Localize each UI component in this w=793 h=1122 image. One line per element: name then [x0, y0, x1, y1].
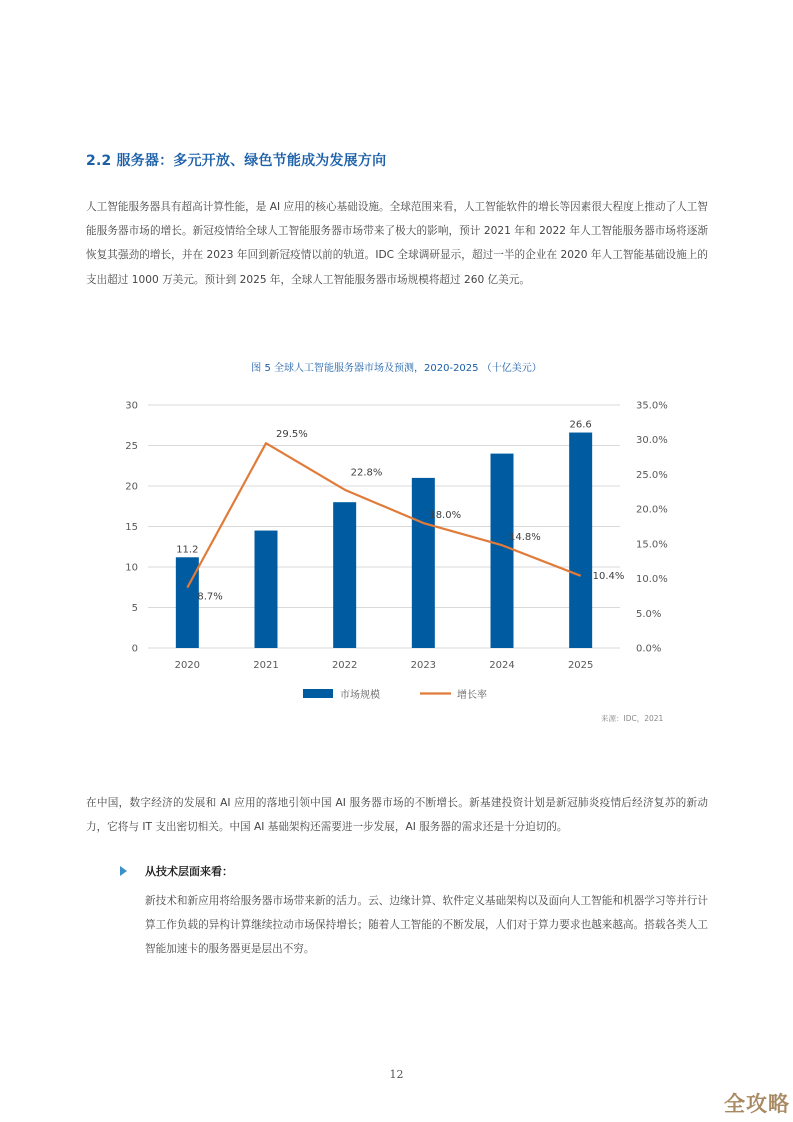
tech-paragraph: 新技术和新应用将给服务器市场带来新的活力。云、边缘计算、软件定义基础架构以及面向人工智能和机器学习等并行计算工作负载的异构计算继续拉动市场保持增长；随着人工智能的不断发展，人们对于算力要求也越来越高。搭载各类人工智能加速卡的服务器更是层出不穷。: [145, 895, 708, 956]
legend-swatch-market-size: [303, 689, 333, 698]
tech-bullet: [120, 863, 233, 879]
left-tick-label: 30: [125, 400, 138, 412]
bar: [255, 531, 278, 648]
legend-label-growth-rate: 增长率: [457, 690, 487, 701]
right-tick-label: 15.0%: [636, 539, 668, 551]
left-tick-label: 5: [131, 603, 138, 614]
left-tick-label: 20: [125, 481, 138, 493]
right-tick-label: 20.0%: [636, 504, 668, 516]
page-number: 12: [389, 1068, 404, 1081]
right-tick-label: 25.0%: [636, 469, 668, 481]
x-axis: [175, 660, 594, 671]
tech-bullet-heading: 从技术层面来看：: [145, 865, 233, 878]
left-tick-label: 25: [125, 441, 138, 452]
china-paragraph: 在中国，数字经济的发展和 AI 应用的落地引领中国 AI 服务器市场的不断增长。新基建投资计划是新冠肺炎疫情后经济复苏的新动力，它将与 IT 支出密切相关。中国 AI 基础架构还需要进一步发展，AI 服务器的需求还是十分迫切的。: [86, 797, 708, 834]
right-tick-label: 0.0%: [636, 643, 662, 655]
intro-paragraph: 人工智能服务器具有超高计算性能，是 AI 应用的核心基础设施。全球范围来看，人工智能软件的增长等因素很大程度上推动了人工智能服务器市场的增长。新冠疫情给全球人工智能服务器市场带来了极大的影响，预计 2021 年和 2022 年人工智能服务器市场将逐渐恢复其强劲的增长，并在 2023 年回到新冠疫情以前的轨道。IDC 全球调研显示，超过一半的企业在 2020 年人工智能基础设施上的支出超过 1000 万美元。预计到 2025 年，全球人工智能服务器市场规模将超过 260 亿美元。: [86, 201, 708, 286]
bar: [333, 502, 356, 648]
right-tick-label: 30.0%: [636, 435, 668, 447]
watermark-logo: 全攻略: [724, 1092, 790, 1116]
triangle-bullet-icon: [120, 866, 127, 876]
line-value-label: 14.8%: [509, 532, 541, 544]
chart-gridlines: [148, 405, 620, 648]
bar: [491, 454, 514, 648]
x-tick-label: 2022: [331, 660, 358, 671]
line-value-label: 8.7%: [197, 591, 223, 603]
chart-legend: [303, 688, 487, 701]
left-tick-label: 10: [125, 562, 138, 574]
x-tick-label: 2021: [253, 660, 279, 671]
bar-value-label: 11.2: [176, 544, 199, 556]
right-axis: [636, 401, 668, 655]
line-value-label: 10.4%: [592, 570, 625, 582]
line-value-label: 29.5%: [276, 429, 308, 441]
figure-source: 来源：IDC，2021: [601, 714, 664, 723]
bar-value-label: 26.6: [569, 419, 592, 431]
legend-label-market-size: 市场规模: [340, 690, 380, 701]
left-tick-label: 0: [131, 643, 138, 655]
x-tick-label: 2025: [567, 660, 594, 671]
bar: [412, 478, 435, 648]
right-tick-label: 10.0%: [636, 574, 668, 586]
section-heading: 2.2 服务器：多元开放、绿色节能成为发展方向: [86, 153, 387, 169]
bar: [569, 433, 592, 648]
left-axis: [125, 401, 138, 655]
right-tick-label: 5.0%: [636, 608, 662, 620]
x-tick-label: 2024: [489, 660, 515, 671]
left-tick-label: 15: [125, 522, 138, 533]
line-value-label: 18.0%: [429, 510, 462, 522]
x-tick-label: 2020: [174, 660, 201, 671]
line-series-growth-rate: [187, 429, 624, 602]
line-value-label: 22.8%: [350, 467, 383, 479]
growth-line: [187, 443, 580, 587]
x-tick-label: 2023: [410, 660, 437, 671]
right-tick-label: 35.0%: [636, 400, 668, 412]
figure-title: 图 5 全球人工智能服务器市场及预测，2020-2025 （十亿美元）: [251, 363, 542, 374]
